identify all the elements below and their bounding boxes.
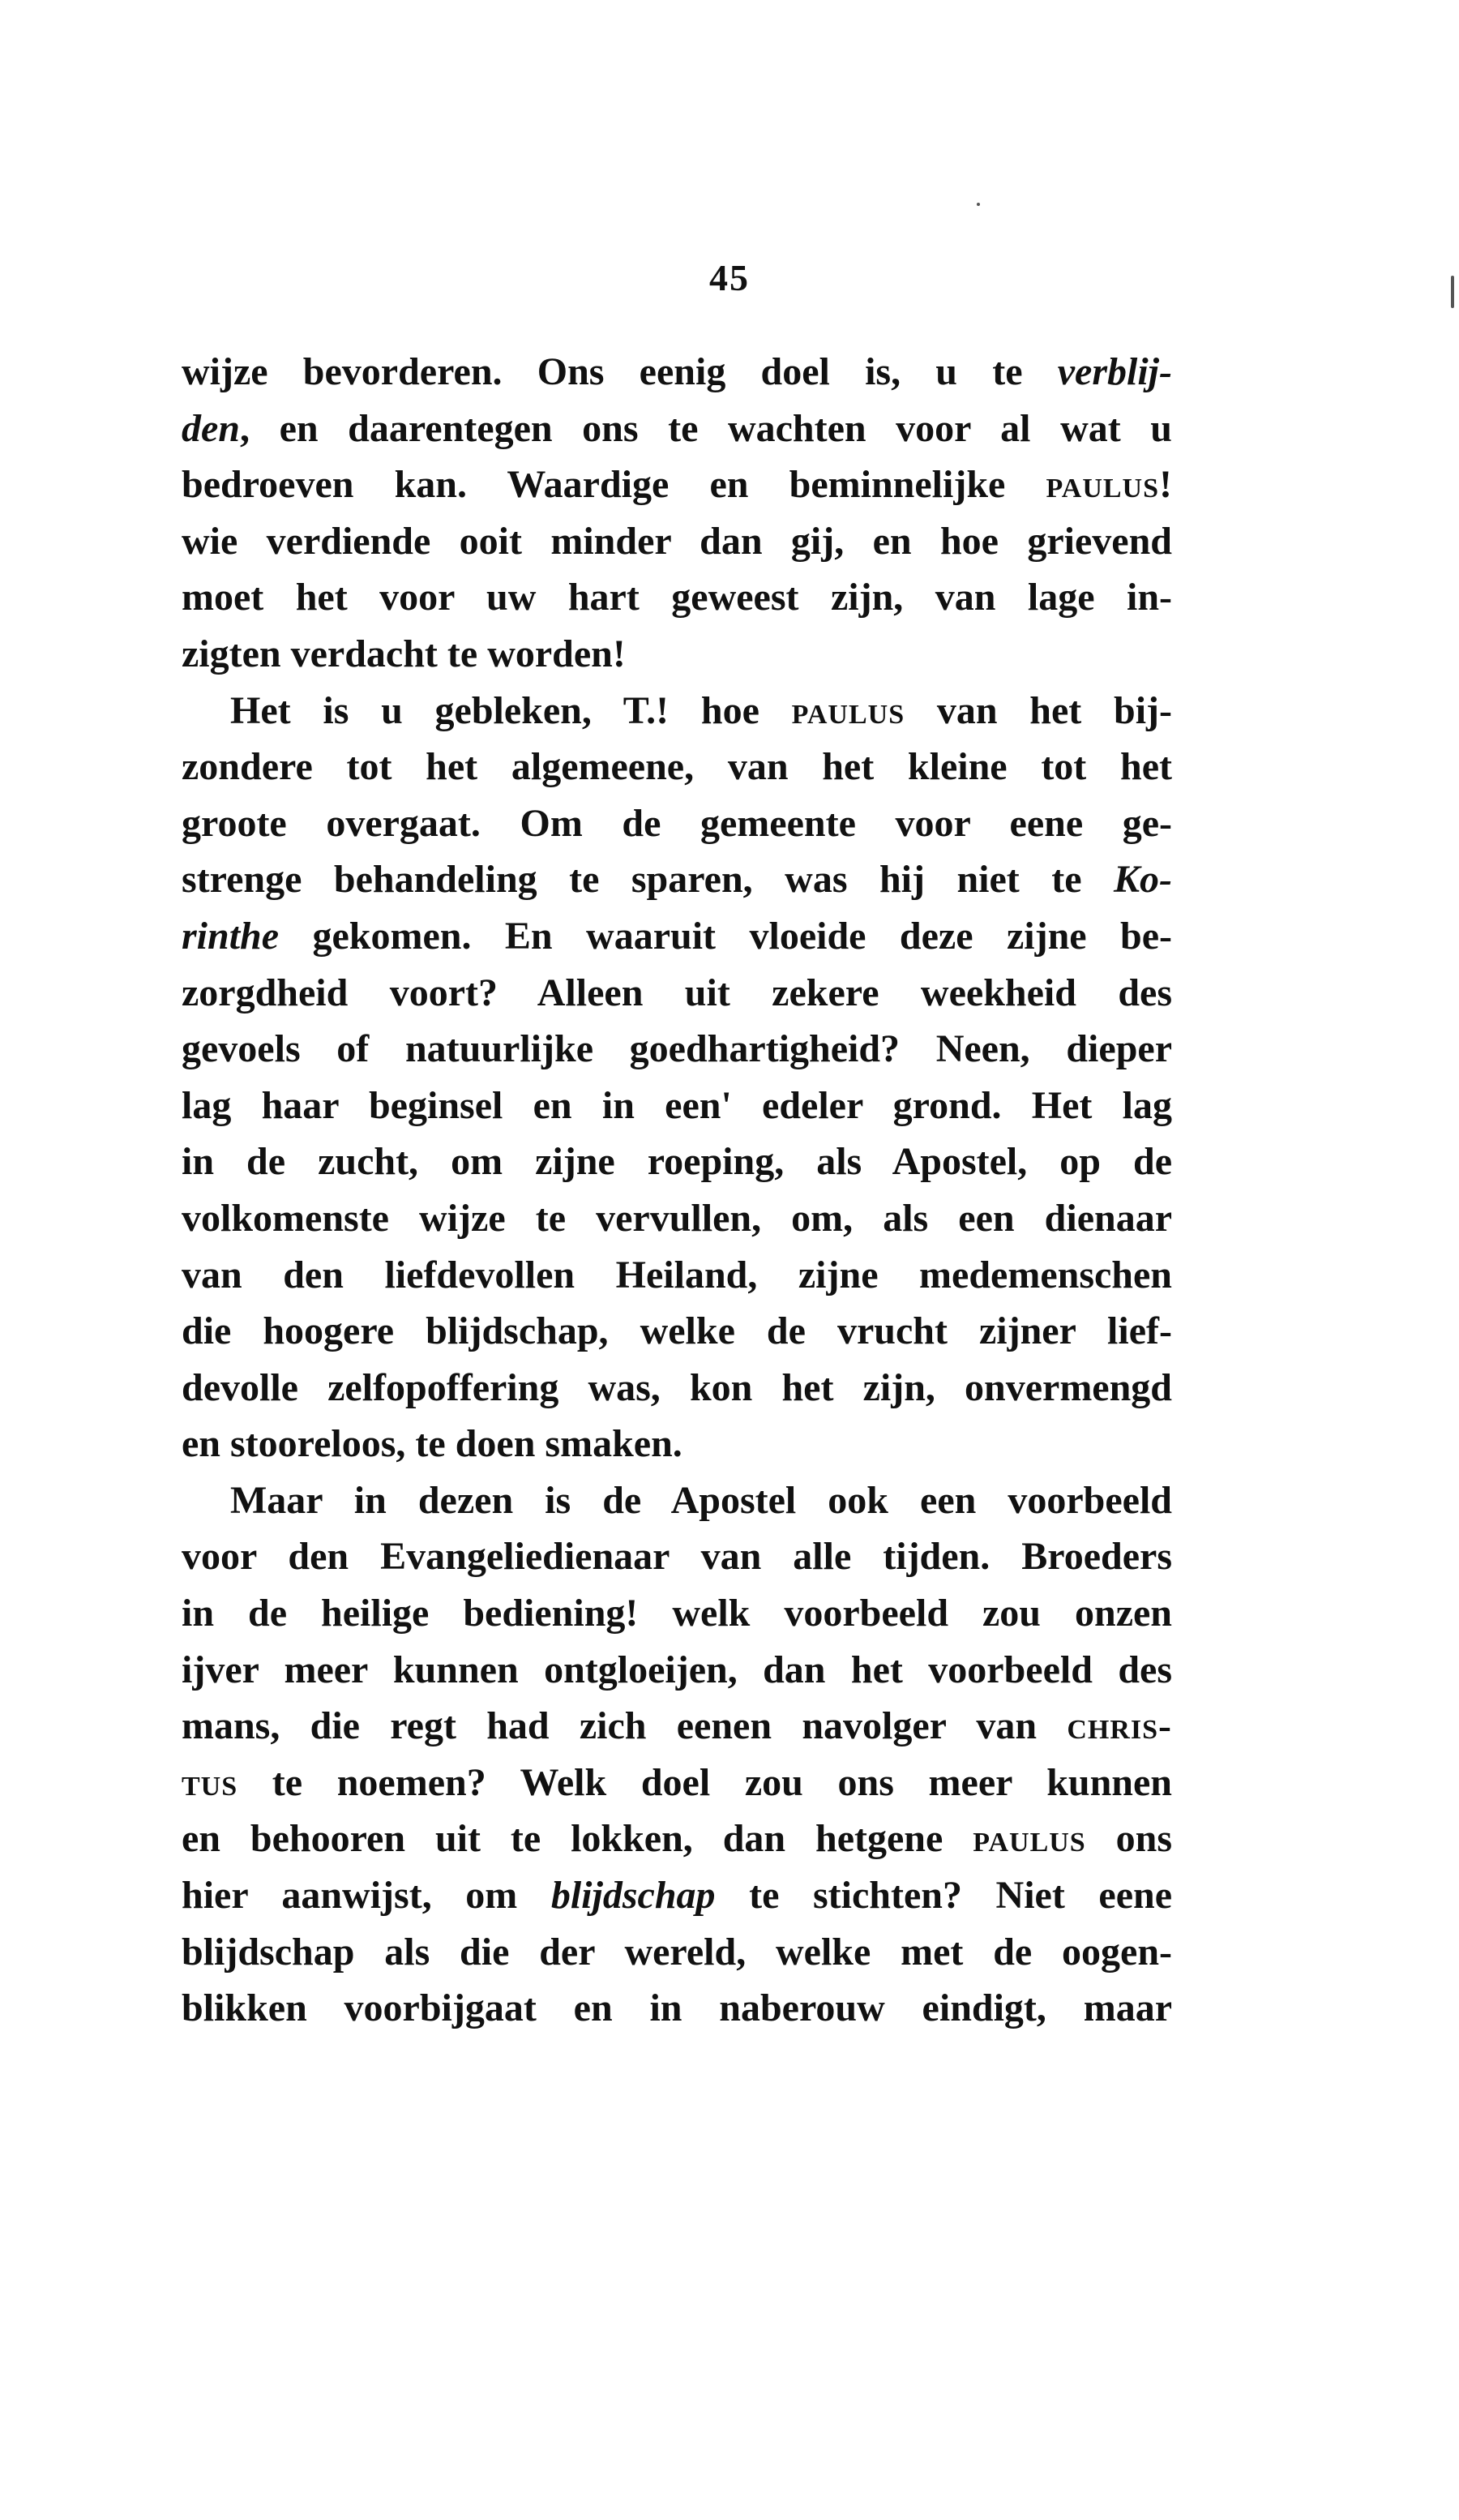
text-line: rinthe gekomen. En waaruit vloeide deze zijne be- bbox=[182, 914, 1172, 958]
text-line: voor den Evangeliedienaar van alle tijden. Broeders bbox=[182, 1535, 1172, 1579]
text-line: hier aanwijst, om blijdschap te stichten? Niet eene bbox=[182, 1874, 1173, 1918]
text-line: wijze bevorderen. Ons eenig doel is, u te verblij- bbox=[182, 350, 1172, 393]
body-text bbox=[182, 344, 1172, 2037]
text-line: bedroeven kan. Waardige en beminnelijke paulus! bbox=[182, 463, 1172, 507]
text-line: zorgdheid voort? Alleen uit zekere weekheid des bbox=[182, 971, 1172, 1014]
text-line: en stooreloos, te doen smaken. bbox=[182, 1422, 682, 1466]
page-number: 45 bbox=[709, 257, 750, 298]
text-line: ijver meer kunnen ontgloeijen, dan het voorbeeld des bbox=[182, 1648, 1172, 1691]
text-line: wie verdiende ooit minder dan gij, en hoe grievend bbox=[182, 519, 1172, 563]
text-line: tus te noemen? Welk doel zou ons meer kunnen bbox=[182, 1760, 1172, 1804]
text-line: groote overgaat. Om de gemeente voor eene ge- bbox=[182, 801, 1172, 845]
text-line: in de heilige bediening! welk voorbeeld zou onzen bbox=[182, 1592, 1172, 1635]
margin-speck bbox=[1451, 276, 1454, 308]
text-line: die hoogere blijdschap, welke de vrucht zijner lief- bbox=[182, 1309, 1172, 1353]
text-line: van den liefdevollen Heiland, zijne medemenschen bbox=[182, 1253, 1172, 1296]
text-line: strenge behandeling te sparen, was hij niet te Ko- bbox=[182, 858, 1172, 902]
text-line: lag haar beginsel en in een' edeler grond. Het lag bbox=[182, 1083, 1172, 1127]
text-line: zondere tot het algemeene, van het kleine tot het bbox=[182, 745, 1172, 789]
text-line: blijdschap als die der wereld, welke met de oogen- bbox=[182, 1930, 1172, 1974]
text-line: mans, die regt had zich eenen navolger van chris- bbox=[182, 1704, 1172, 1748]
text-line: Maar in dezen is de Apostel ook een voorbeeld bbox=[230, 1478, 1172, 1522]
text-line: den, en daarentegen ons te wachten voor al wat u bbox=[182, 406, 1172, 450]
text-line: gevoels of natuurlijke goedhartigheid? Neen, dieper bbox=[182, 1027, 1172, 1071]
text-line: moet het voor uw hart geweest zijn, van lage in- bbox=[182, 576, 1172, 619]
text-line: Het is u gebleken, T.! hoe paulus van het bij- bbox=[230, 688, 1172, 732]
text-line: blikken voorbijgaat en in naberouw eindigt, maar bbox=[182, 1986, 1172, 2030]
text-line: in de zucht, om zijne roeping, als Apostel, op de bbox=[182, 1140, 1172, 1184]
text-line: en behooren uit te lokken, dan hetgene paulus ons bbox=[182, 1817, 1173, 1861]
text-line: devolle zelfopoffering was, kon het zijn, onvermengd bbox=[182, 1365, 1172, 1409]
text-line: volkomenste wijze te vervullen, om, als een dienaar bbox=[182, 1196, 1172, 1240]
margin-speck bbox=[977, 203, 980, 206]
text-line: zigten verdacht te worden! bbox=[182, 632, 626, 675]
